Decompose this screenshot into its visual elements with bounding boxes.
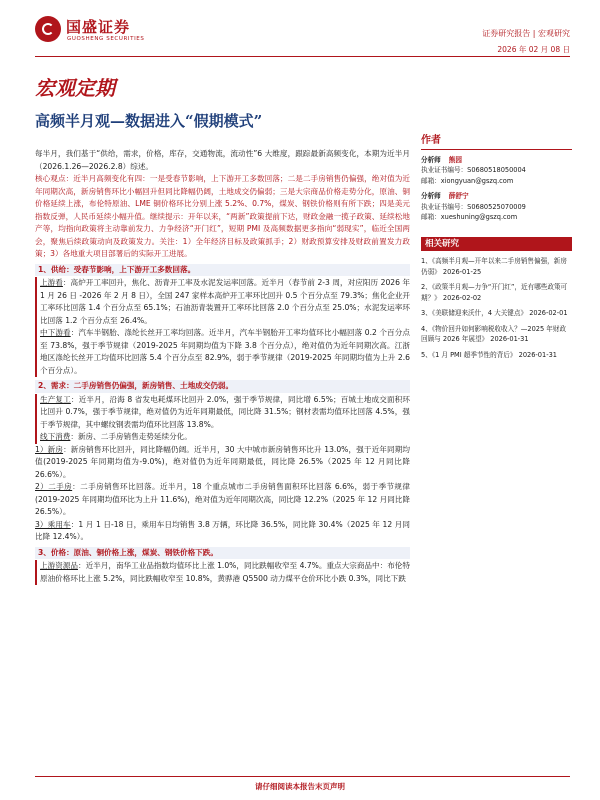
related-item[interactable]	[421, 256, 572, 277]
section-demand	[35, 380, 410, 544]
author-line	[421, 155, 572, 166]
para-text: ：新房、二手房销售走势延续分化。	[70, 432, 192, 441]
author-email[interactable]: 邮箱：xiongyuan@gszq.com	[421, 176, 514, 185]
author-cert: 执业证书编号：S0680525070009	[421, 202, 526, 211]
related-item[interactable]	[421, 350, 572, 361]
body-paragraph	[35, 277, 410, 327]
logo-name-cn: 国盛证券	[66, 18, 131, 36]
para-text: ：汽车半钢胎、涤纶长丝开工率均回落。近半月，汽车半钢胎开工率均值环比小幅回落 0.2 个百分点至 73.8%，强于季节规律（2019-2025 年同期均值为下降 3.8 个百分点），绝对值仍为近年同期次高。江浙地区涤纶长丝开工均值环比回落 5.4 个百分点至 82.9%，弱于季节规律（2019-2025 年同期均值为上升 2.6 个百分点）。	[40, 328, 410, 375]
para-text: ：近半月，南华工业品指数均值环比上涨 1.0%，同比跌幅收窄至 4.7%。重点大宗商品中：布伦特原油价格环比上涨 5.2%，同比跌幅收窄至 10.8%，黄骅港 Q5500 动力煤平仓价环比小跌 0.3%，同比下跌	[40, 561, 410, 583]
related-date: 2026-01-25	[442, 267, 482, 276]
company-logo	[35, 16, 185, 46]
body-paragraph	[35, 519, 410, 544]
para-label: 线下消费	[40, 432, 71, 441]
section-heading: 2、需求：二手房销售仍偏强，新房销售、土地成交仍弱。	[35, 380, 410, 393]
footer-disclaimer: 请仔细阅读本报告末页声明	[255, 782, 345, 791]
related-title[interactable]: 3、《美联储迎来沃什，4 大关键点》	[421, 309, 528, 317]
footer-divider	[35, 776, 570, 777]
related-title[interactable]: 4、《物价回升如何影响税收收入？—2025 年财政回顾与 2026 年展望》	[421, 324, 567, 343]
author-role: 分析师	[421, 192, 441, 200]
report-date: 2026 年 02 月 08 日	[497, 45, 570, 54]
related-date: 2026-01-31	[518, 350, 557, 359]
related-heading: 相关研究	[421, 237, 572, 252]
section-supply	[35, 264, 410, 378]
related-title[interactable]: 5、《1 月 PMI 超季节性的背后》	[421, 350, 517, 359]
para-label: 上游看	[40, 278, 63, 287]
body-paragraph	[35, 394, 410, 432]
author-card	[421, 191, 572, 223]
body-paragraph	[35, 481, 410, 519]
para-text: ：高炉开工率回升，焦化、沥青开工率及水泥发运率回落。近半月（春节前 2-3 周，对应阳历 2026 年 1 月 26 日 -2026 年 2 月 8 日），全国 247 家样本高炉开工率环比回升 0.5 个百分点至 79.3%；焦化企业开工率环比回落 1.4 个百分点至 65.1%；石油沥青装置开工率环比回落 2.0 个百分点至 25.0%；水泥发运率环比回落 1.2 个百分点至 26.4%。	[40, 278, 410, 325]
para-text: ：新房销售环比回升，同比降幅仍阔。近半月，30 大中城市新房销售环比升 13.0%，强于近年同期均值(2019-2025 年同期均值为-9.0%)，绝对值仍为近年同期最低，同比降 26.5%（2025 年 12 月同比降 26.6%）。	[35, 444, 410, 479]
section-heading: 3、价格：原油、铜价格上涨，煤炭、钢铁价格下跌。	[35, 547, 410, 560]
related-date: 2026-02-02	[442, 293, 482, 302]
related-date: 2026-01-31	[490, 335, 529, 343]
intro-paragraph: 每半月，我们基于“供给，需求，价格，库存，交通物流，流动性”6 大维度，跟踪最新高频变化，本期为近半月（2026.1.26—2026.2.8）综述。	[35, 149, 410, 171]
related-title[interactable]: 1、《高频半月观—开年以来二手房销售偏强，新房仍弱》	[421, 257, 567, 276]
related-title[interactable]: 2、《政策半月观—力争“开门红”，近有哪些政策可期？》	[421, 283, 568, 302]
report-title: 高频半月观—数据进入“假期模式”	[35, 112, 263, 130]
author-cert: 执业证书编号：S0680518050004	[421, 166, 526, 174]
para-label: 1）新房	[35, 444, 64, 454]
sidebar	[421, 136, 572, 360]
header-divider	[35, 56, 570, 57]
author-name: 熊园	[448, 155, 462, 164]
main-body	[35, 148, 410, 770]
author-email[interactable]: 邮箱：xueshuning@gszq.com	[421, 213, 518, 221]
report-category: 宏观定期	[35, 76, 115, 100]
logo-name-en: GUOSHENG SECURITIES	[67, 36, 145, 42]
author-role: 分析师	[421, 155, 441, 164]
section-heading: 1、供给：受春节影响，上下游开工多数回落。	[35, 264, 410, 277]
body-paragraph	[35, 327, 410, 377]
para-label: 3）乘用车	[35, 519, 71, 529]
para-label: 中下游看	[40, 328, 71, 337]
author-heading: 作者	[421, 136, 572, 150]
para-label: 生产复工	[40, 394, 71, 404]
para-text: ：1 月 1 日-18 日，乘用车日均销售 3.8 万辆，环比降 36.5%，同比降 30.4%（2025 年 12 月同比降 12.4%）。	[35, 519, 410, 541]
related-item[interactable]	[421, 282, 572, 303]
para-text: ：近半月，沿海 8 省发电耗煤环比回升 2.0%，强于季节规律，同比增 6.5%；百城土地成交面积环比回升 0.7%，强于季节规律，绝对值仍为近年同期最低，同比降 31.5%；钢材表需均值环比回落 4.5%，强于季节规律，其中螺纹钢表需均值环比回落 13.8%。	[40, 394, 410, 429]
report-type: 证券研究报告 | 宏观研究	[482, 29, 570, 38]
related-date: 2026-02-01	[529, 309, 568, 317]
logo-emblem-icon	[35, 16, 61, 42]
para-text: ：二手房销售环比回落。近半月，18 个重点城市二手房销售面积环比回落 6.6%，弱于季节规律 (2019-2025 年同期均值环比为上升 11.6%)，绝对值为近年同期次高，同比降 12.2%（2025 年 12 月同比降 26.5%）。	[35, 482, 410, 516]
body-paragraph	[35, 560, 410, 585]
core-view-paragraph: 核心观点：近半月高频变化有四：一是受春节影响，上下游开工多数回落；二是二手房销售仍偏强，绝对值为近年同期次高，新房销售环比小幅回升但同比降幅仍阔，土地成交仍偏弱；三是大宗商品价格走势分化，原油、铜价格延续上涨，布伦特原油、LME 铜价格环比分别上涨 5.2%、0.7%，煤炭、钢铁价格则有所下跌；四是美元指数反弹，人民币延续小幅升值。继续提示：开年以来，“两新”政策提前下达，财政金融一揽子政策、延续松地产等，均指向政策将主动靠前发力、力争经济“开门红”，短期 PMI 及高频数据更多指向“弱现实”，临近全国两会，聚焦后续政策动向及政策发力。关注：1）全年经济目标及政策抓手；2）财政预算安排及财政前置发力政策；3）各地重大项目部署后的实际开工进展。	[35, 174, 410, 258]
section-price	[35, 547, 410, 586]
body-paragraph	[35, 444, 410, 482]
author-card	[421, 155, 572, 187]
related-item[interactable]	[421, 308, 572, 319]
author-name: 薛舒宁	[448, 192, 469, 200]
para-label: 2）二手房	[35, 482, 73, 491]
related-item[interactable]	[421, 324, 572, 345]
body-paragraph	[35, 431, 410, 444]
para-label: 上游资源品	[40, 561, 78, 570]
author-line	[421, 191, 572, 202]
